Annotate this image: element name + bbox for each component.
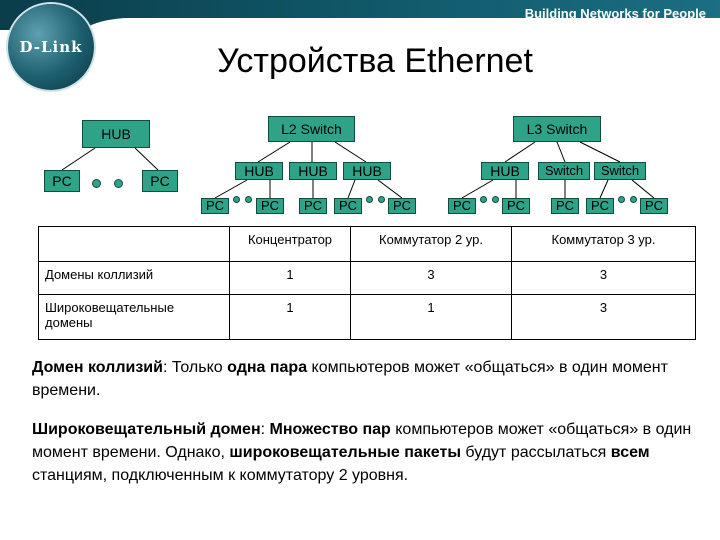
emphasis-broadcast-packets: широковещательные пакеты (229, 444, 461, 461)
table-cell: 1 (230, 262, 351, 295)
paragraph-text: компьютеров может «общаться» в один момент времени. (32, 359, 668, 399)
paragraph-text: будут рассылаться (460, 444, 611, 461)
table-header-row (39, 227, 696, 262)
paragraph-text: компьютеров может «общаться» в один момент времени. Однако, (32, 421, 692, 461)
hub-box: HUB (82, 120, 150, 148)
table-cell: 1 (351, 295, 512, 340)
hub-box: HUB (343, 162, 391, 180)
pc-box: PC (142, 170, 178, 192)
term-collision-domain: Домен коллизий (32, 359, 163, 376)
diagram-lines (0, 0, 720, 226)
pc-box: PC (256, 198, 284, 214)
brand-slogan: Building Networks for People (524, 6, 706, 21)
ellipsis-dot (378, 196, 385, 203)
ellipsis-dot (233, 196, 240, 203)
pc-box: PC (334, 198, 362, 214)
hub-box: HUB (481, 162, 529, 180)
comparison-table (38, 226, 696, 340)
paragraph-text: : Только (162, 359, 228, 376)
hub-box: HUB (289, 162, 337, 180)
hub-box: HUB (235, 162, 283, 180)
table-row (39, 295, 696, 340)
pc-box: PC (448, 198, 476, 214)
ellipsis-dot (480, 196, 487, 203)
ellipsis-dot (92, 179, 101, 188)
table-cell: 3 (512, 262, 696, 295)
table-header-cell: Коммутатор 3 ур. (512, 227, 696, 262)
pc-box: PC (502, 198, 530, 214)
switch-box: Switch (538, 162, 590, 180)
pc-box: PC (551, 198, 579, 214)
table-header-cell (39, 227, 230, 262)
switch-box: Switch (594, 162, 646, 180)
table-cell: 3 (512, 295, 696, 340)
ellipsis-dot (492, 196, 499, 203)
pc-box: PC (44, 170, 80, 192)
broadcast-domain-paragraph (32, 418, 692, 487)
l3-switch-box: L3 Switch (513, 116, 601, 142)
pc-box: PC (586, 198, 614, 214)
ellipsis-dot (618, 196, 625, 203)
collision-domain-paragraph (32, 356, 692, 402)
emphasis-many-pairs: Множество пар (269, 421, 391, 438)
table-cell: 3 (351, 262, 512, 295)
pc-box: PC (201, 198, 229, 214)
emphasis-one-pair: одна пара (227, 359, 308, 376)
table-row-label: Широковещательные домены (39, 295, 230, 340)
slide-title: Устройства Ethernet (217, 42, 533, 80)
l2-switch-box: L2 Switch (268, 116, 355, 142)
paragraph-text: станциям, подключенным к коммутатору 2 уровня. (32, 467, 409, 484)
table-header-cell: Коммутатор 2 ур. (351, 227, 512, 262)
paragraph-text: : (260, 421, 270, 438)
emphasis-all: всем (610, 444, 650, 461)
table-row-label: Домены коллизий (39, 262, 230, 295)
ellipsis-dot (366, 196, 373, 203)
pc-box: PC (388, 198, 416, 214)
ellipsis-dot (630, 196, 637, 203)
table-cell: 1 (230, 295, 351, 340)
logo-text: D-Link (19, 38, 83, 56)
ellipsis-dot (245, 196, 252, 203)
pc-box: PC (299, 198, 327, 214)
pc-box: PC (640, 198, 668, 214)
table-header-cell: Концентратор (230, 227, 351, 262)
term-broadcast-domain: Широковещательный домен (32, 421, 261, 438)
ellipsis-dot (114, 179, 123, 188)
table-row (39, 262, 696, 295)
